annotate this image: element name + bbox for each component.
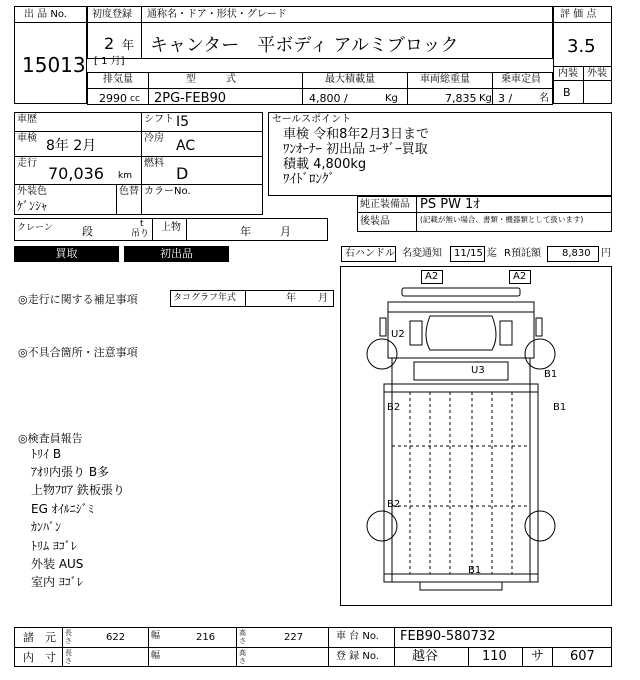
inspector-line: ｶﾝﾊﾞﾝ [31,520,62,534]
model-value: 2PG-FEB90 [154,91,227,106]
gross-weight-value: 7,835 [445,92,477,105]
notice-date: 11/15 [454,248,483,259]
inspection-value: 8年 2月 [46,138,97,154]
shift-label: シフト [144,114,174,125]
plate-number: 607 [570,649,595,664]
truck-outline [340,266,612,606]
grade-label: 評 価 点 [560,9,597,20]
interior-label: 内装 [558,68,578,79]
inspector-line: 上物ﾌﾛｱ 鉄板張り [31,483,125,497]
sales-point-line: 車検 令和8年2月3日まで [283,127,429,142]
jousha-month: 月 [280,225,291,238]
tacho-label: タコグラフ年式 [173,293,237,303]
fuel-label: 燃料 [144,158,164,169]
inspector-line: EG ｵｲﾙﾆｼﾞﾐ [31,502,94,516]
recycle-unit: 円 [601,248,611,259]
height-label: 高さ [239,629,246,645]
plate-region: 越谷 [412,649,439,664]
tacho-month: 月 [318,293,328,304]
first-listing-tag: 初出品 [124,246,229,262]
lot-number: 15013 [22,53,86,77]
genuine-value: PS PW 1ｵ [420,197,480,212]
color-label: 外装色 [17,186,47,197]
aftermarket-note: (記載が無い場合、書類・機器類として扱います) [420,215,584,224]
sales-point-line: 積載 4,800kg [283,157,367,172]
plate-kana: サ [531,649,545,664]
damage-mark-b1-bottom: B1 [468,565,482,576]
displacement-label: 排気量 [103,74,133,85]
naisun-label: 内 寸 [23,651,56,664]
mileage-unit: km [118,171,132,181]
max-load-unit: Kg [385,93,398,104]
sales-point-line: ﾜｲﾄﾞﾛﾝｸﾞ [283,172,335,187]
reg-label: 初度登録 [92,9,132,20]
max-load-value: 4,800 / [309,92,348,105]
length-label: 長さ [65,649,72,665]
reg-year-unit: 年 [122,38,135,52]
model-label: 型 式 [186,74,236,85]
vehicle-name: キャンター 平ボディ アルミブロック [150,35,459,56]
chassis-label: 車 台 No. [336,631,379,642]
inspector-line: ｱｵﾘ内張り B多 [31,465,110,479]
crane-t: t [140,219,144,229]
length-label: 長さ [65,629,72,645]
damage-mark-text: A2 [513,271,527,282]
ac-label: 冷房 [144,133,164,144]
damage-mark-u3: U3 [471,365,485,376]
chassis-value: FEB90-580732 [400,629,496,644]
inspector-line: ﾄﾘﾑ ﾖｺﾞﾚ [31,539,77,553]
height-label: 高さ [239,649,246,665]
jousha-year: 年 [240,225,251,238]
driving-remarks-label: ◎走行に関する補足事項 [18,293,138,306]
sales-point-line: ﾜﾝｵｰﾅｰ 初出品 ﾕｰｻﾞｰ買取 [283,142,428,157]
shift-value: I5 [176,114,190,130]
colorcode-label: 色替 [119,186,139,197]
grade-value: 3.5 [567,36,596,57]
recycle-value: 8,830 [562,248,591,259]
history-label: 車歴 [17,114,37,125]
damage-mark-b1-right-mid: B1 [553,402,567,413]
reg-year: 2 [104,34,115,53]
capacity-label: 乗車定員 [501,74,541,85]
name-label: 通称名・ドア・形状・グレード [147,9,287,20]
ac-value: AC [176,138,196,154]
displacement-unit: cc [130,94,140,104]
lot-label: 出 品 No. [24,9,67,20]
exterior-label: 外装 [587,68,607,79]
inspector-label: ◎検査員報告 [18,432,83,445]
shogen-label: 諸 元 [23,631,56,644]
damage-mark-text: A2 [425,271,439,282]
damage-mark-b2-upper: B2 [387,402,401,413]
defect-label: ◎不具合箇所・注意事項 [18,346,138,359]
sales-point-label: セールスポイント [272,114,352,125]
notice-suffix: 迄 [487,248,497,259]
interior-grade: B [563,86,571,99]
purchase-tag: 買取 [14,246,119,262]
width-label: 幅 [151,631,161,641]
gross-weight-unit: Kg [479,93,492,104]
inspector-line: 室内 ﾖｺﾞﾚ [31,575,83,589]
width-label: 幅 [151,651,161,661]
color-value: ｹﾞﾝｼｬ [17,199,48,213]
aftermarket-label: 後装品 [360,216,390,227]
inspector-line: 外装 AUS [31,557,84,571]
reg-month: [ 1 月] [94,56,125,67]
height-value: 227 [284,632,304,643]
plate-label: 登 録 No. [336,651,379,662]
crane-label: クレーン [17,223,53,233]
jousha-label: 上物 [161,222,181,233]
recycle-label: R預託額 [504,248,541,259]
mileage-value: 70,036 [48,164,104,183]
inspector-line: ﾄﾘｲ B [31,447,62,461]
mileage-label: 走行 [17,158,37,169]
tacho-year: 年 [286,293,296,304]
width-value: 216 [196,632,216,643]
plate-class: 110 [482,649,507,664]
genuine-label: 純正装備品 [360,199,410,210]
notice-label: 名変通知 [402,248,442,259]
crane-tsuri: 吊り [131,229,150,239]
damage-mark-b2-lower: B2 [387,499,401,510]
capacity-value: 3 / [498,92,513,105]
damage-mark-u2: U2 [391,329,405,340]
displacement-value: 2990 [99,92,127,105]
damage-mark-b1-right-top: B1 [544,369,558,380]
gross-weight-label: 車両総重量 [420,74,470,85]
colorno-label: カラーNo. [144,186,191,197]
length-value: 622 [106,632,126,643]
fuel-value: D [176,164,189,183]
crane-dan: 段 [82,225,93,238]
max-load-label: 最大積載量 [325,74,375,85]
capacity-unit: 名 [539,93,549,104]
inspection-label: 車検 [17,133,37,144]
steering-value: 右ハンドル [345,248,395,259]
